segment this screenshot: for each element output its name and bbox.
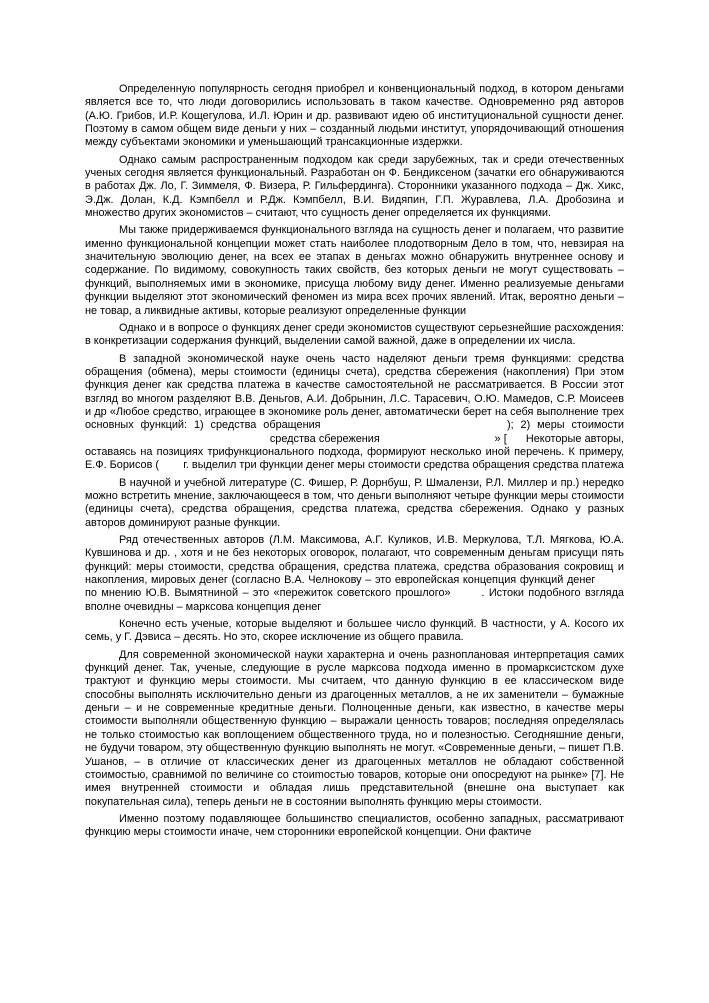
paragraph-four-functions: В научной и учебной литературе (С. Фишер, Р. Дорнбуш, Р. Шмалензи, Р.Л. Миллер и пр.) нередко можно встретить мнение, заключающееся в том, что деньги выполняют четыре функции меры стоимости (единицы счета), средства обращения, средства платежа, средства сбережения. Однако у разных авторов доминируют разные функции. xyxy=(85,476,624,529)
paragraph-functional-approach: Однако самым распространенным подходом как среди зарубежных, так и среди отечественных ученых сегодня является функциональный. Разработан он Ф. Бендиксеном (зачатки его обнаруживаются в работах Дж. Ло, Г. Зиммеля, Ф. Визера, Р. Гильфердинга). Сторонники указанного подхода – Дж. Хикс, Э.Дж. Долан, К.Д. Кэмпбелл и Р.Дж. Кэмпбелл, В.И. Видяпин, Г.П. Журавлева, Л.А. Дробозина и множество других экономистов – считают, что сущность денег определяется их функциями. xyxy=(85,153,624,220)
paragraph-author-position: Мы также придерживаемся функционального взгляда на сущность денег и полагаем, что развитие именно функциональной концепции может стать наиболее плодотворным Дело в том, что, невзирая на значительную эволюцию денег, на всех ее этапах в деньгах можно обнаружить внутреннее основу и содержание. По видимому, совокупность таких свойств, без которых деньги не могут существовать – функций, выполняемых ими в экономике, присуща любому виду денег. Именно реализуемые деньгами функции выделяют этот экономический феномен из мира всех прочих явлений. Итак, вероятно деньги – не товар, а ликвидные активы, которые реализуют определенные функции xyxy=(85,224,624,317)
paragraph-disagreements: Однако и в вопросе о функциях денег среди экономистов существуют серьезнейшие расхождения: в конкретизации содержания функций, выделении самой важной, даже в определении их числа. xyxy=(85,321,624,348)
paragraph-more-functions: Конечно есть ученые, которые выделяют и большее число функций. В частности, у А. Косого их семь, у Г. Дэвиса – десять. Но это, скорее исключение из общего правила. xyxy=(85,618,624,644)
paragraph-three-functions: В западной экономической науке очень часто наделяют деньги тремя функциями: средства обращения (обмена), меры стоимости (единицы счета), средства сбережения (накопления) При этом функция денег как средства платежа в качестве самостоятельной не рассматривается. В России этот взгляд во многом разделяют В.В. Деньгов, А.И. Добрынин, Л.С. Тарасевич, О.Ю. Мамедов, С.Р. Моисеев и др «Любое средство, играющее в экономике роль денег, автоматически берет на себя выполнение трех основных функций: 1) средства обращения ); 2) меры стоимости средства сбережения » [ Некоторые авторы, оставаясь на позициях трифункционального подхода, формируют несколько иной перечень. К примеру, Е.Ф. Борисов ( г. выделил три функции денег меры стоимости средства обращения средства платежа xyxy=(85,352,624,472)
paragraph-conventional-approach: Определенную популярность сегодня приобрел и конвенциональный подход, в котором деньгами является все то, что люди договорились использовать в таком качестве. Одновременно ряд авторов (А.Ю. Грибов, И.Р. Кощегулова, И.Л. Юрин и др. развивают идею об институциональной сущности денег. Поэтому в самом общем виде деньги у них – созданный людьми институт, упорядочивающий отношения между субъектами экономики и уменьшающий трансакционные издержки. xyxy=(85,83,624,149)
paragraph-western-view: Именно поэтому подавляющее большинство специалистов, особенно западных, рассматривают функцию меры стоимости иначе, чем сторонники европейской концепции. Они фактиче xyxy=(85,812,624,839)
document-page xyxy=(85,83,624,844)
paragraph-five-functions: Ряд отечественных авторов (Л.М. Максимова, А.Г. Куликов, И.В. Меркулова, Т.Л. Мягкова, Ю.А. Кувшинова и др. , хотя и не без некоторых оговорок, полагают, что современным деньгам присущи пять функций: меры стоимости, средства обращения, средства платежа, средства образования сокровищ и накопления, мировых денег (согласно В.А. Челнокову – это европейская концепция функций денег по мнению Ю.В. Вымятниной – это «пережиток советского прошлого» . Истоки подобного взгляда вполне очевидны – марксова концепция денег xyxy=(85,534,624,613)
paragraph-measure-of-value: Для современной экономической науки характерна и очень разноплановая интерпретация самих функций денег. Так, ученые, следующие в русле марксова подхода именно в промарксистском духе трактуют и функцию меры стоимости. Мы считаем, что данную функцию в ее классическом виде способны выполнять исключительно деньги из драгоценных металлов, а не их заменители – бумажные деньги – и не современные кредитные деньги. Полноценные деньги, как известно, в качестве меры стоимости выполняли общественную функцию – выражали ценность товаров; последняя определялась не только стоимостью как воплощением общественного труда, но и полезностью. Сегодняшние деньги, не будучи товаром, эту общественную функцию выполнять не могут. «Современные деньги, – пишет П.В. Ушанов, – в отличие от классических денег из драгоценных металлов не обладают собственной стоимостью, сравнимой по величине со стоиmостью товаров, которые они опосредуют на рынке» [7]. Не имея внутренней стоимости и обладая лишь представительной (внешне она выступает как покупательная сила), теперь деньги не в состоянии выполнять функцию меры стоимости. xyxy=(85,648,624,808)
